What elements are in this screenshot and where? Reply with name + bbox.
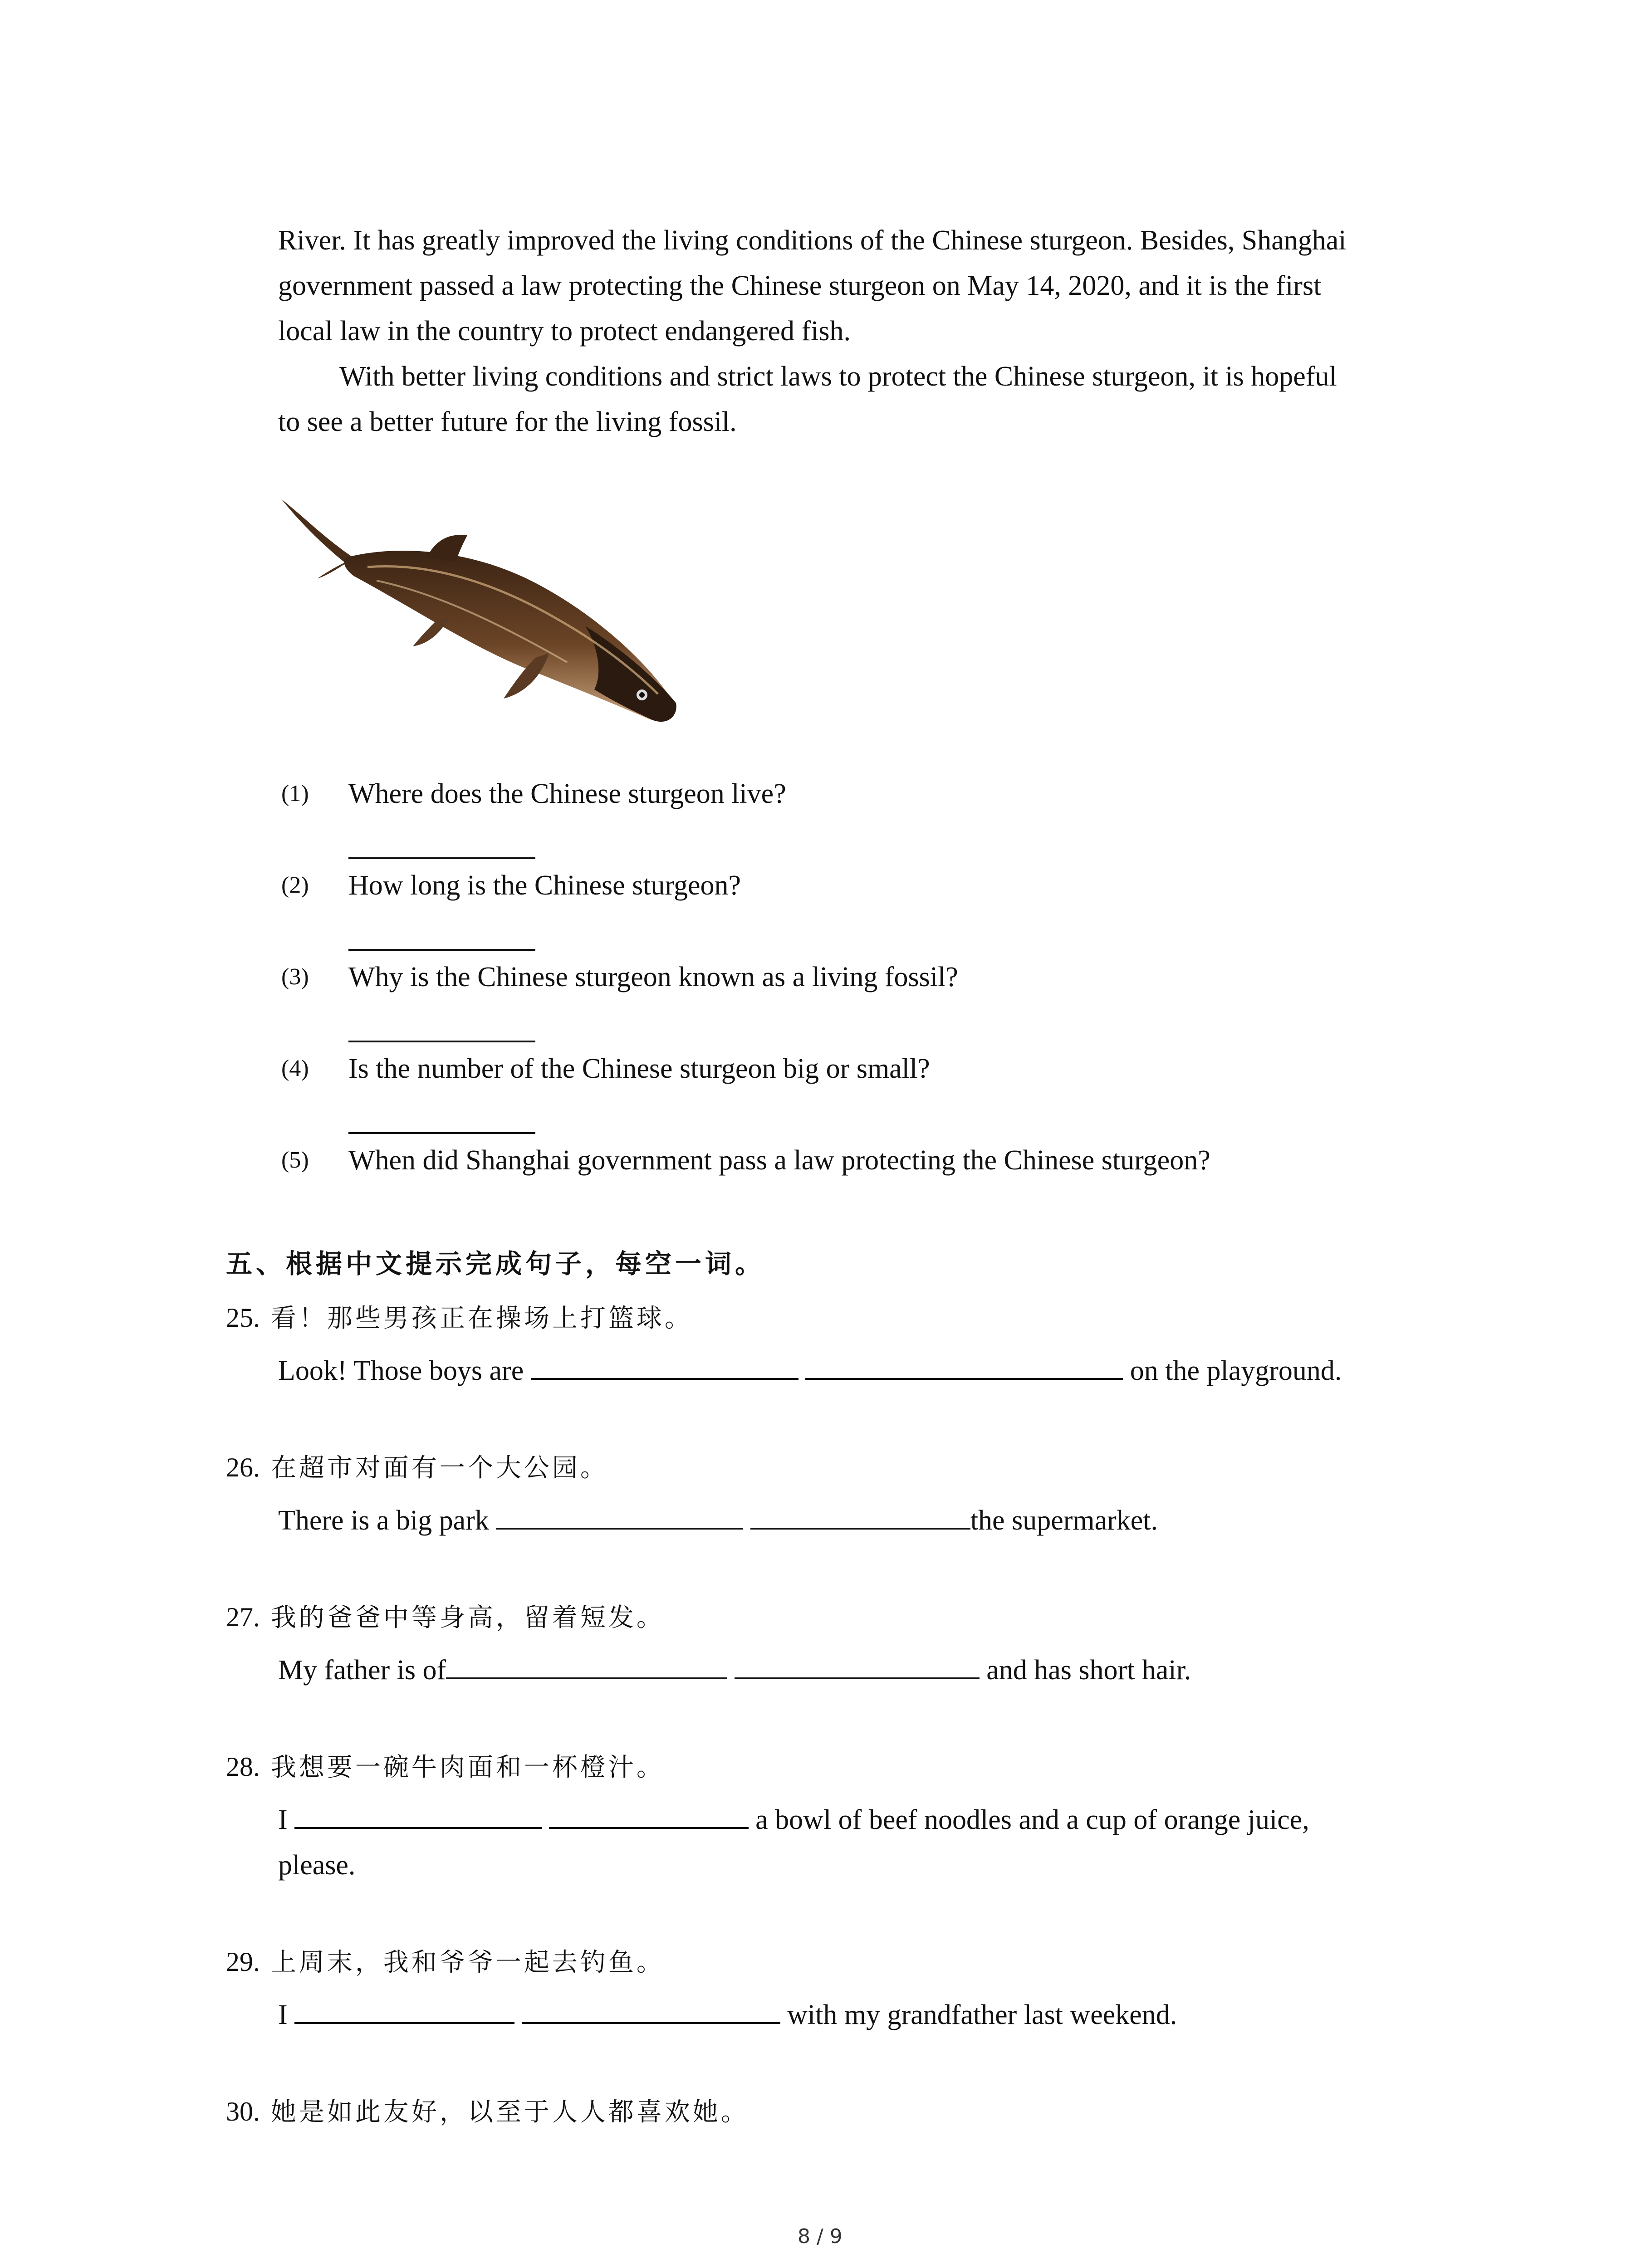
item-number: 30. bbox=[226, 2097, 260, 2126]
item-29-prompt bbox=[226, 1939, 665, 1985]
sentence-start: I bbox=[278, 1999, 288, 2030]
answer-line[interactable] bbox=[348, 1132, 535, 1134]
question-number: (2) bbox=[281, 872, 309, 898]
chinese-sturgeon-image bbox=[277, 490, 708, 735]
question-number: (3) bbox=[281, 964, 309, 990]
blank-2[interactable] bbox=[805, 1354, 1123, 1380]
item-chinese: 上周末，我和爷爷一起去钓鱼。 bbox=[270, 1948, 665, 1977]
item-chinese: 在超市对面有一个大公园。 bbox=[270, 1453, 608, 1483]
sentence-end: a bowl of beef noodles and a cup of orange juice, bbox=[755, 1804, 1309, 1835]
sentence-end: the supermarket. bbox=[970, 1505, 1158, 1536]
item-number: 25. bbox=[226, 1303, 260, 1333]
item-26-sentence bbox=[278, 1498, 1158, 1543]
item-27-sentence bbox=[278, 1647, 1191, 1693]
item-chinese: 我的爸爸中等身高，留着短发。 bbox=[270, 1603, 665, 1633]
item-number: 26. bbox=[226, 1452, 260, 1482]
item-27-prompt bbox=[226, 1594, 665, 1641]
item-28-prompt bbox=[226, 1744, 665, 1790]
sentence-end: on the playground. bbox=[1130, 1355, 1342, 1386]
question-text: Where does the Chinese sturgeon live? bbox=[348, 778, 786, 809]
blank-1[interactable] bbox=[294, 1998, 514, 2024]
question-text: Is the number of the Chinese sturgeon big or small? bbox=[348, 1053, 930, 1084]
blank-2[interactable] bbox=[750, 1503, 970, 1530]
item-28-continuation: please. bbox=[278, 1850, 356, 1881]
section-heading: 五、根据中文提示完成句子，每空一词。 bbox=[226, 1248, 765, 1279]
item-29-sentence bbox=[278, 1992, 1177, 2038]
blank-1[interactable] bbox=[531, 1354, 798, 1380]
blank-2[interactable] bbox=[549, 1803, 749, 1829]
question-number: (1) bbox=[281, 781, 309, 807]
item-25-sentence bbox=[278, 1348, 1342, 1393]
question-number: (4) bbox=[281, 1056, 309, 1081]
passage-line-5: to see a better future for the living fossil. bbox=[278, 406, 737, 437]
question-text: When did Shanghai government pass a law protecting the Chinese sturgeon? bbox=[348, 1145, 1210, 1176]
item-chinese: 看！那些男孩正在操场上打篮球。 bbox=[270, 1304, 693, 1333]
blank-1[interactable] bbox=[294, 1803, 542, 1829]
item-number: 29. bbox=[226, 1947, 260, 1977]
item-30-prompt bbox=[226, 2089, 749, 2135]
question-number: (5) bbox=[281, 1147, 309, 1173]
item-chinese: 她是如此友好，以至于人人都喜欢她。 bbox=[270, 2097, 749, 2127]
sentence-end: with my grandfather last weekend. bbox=[787, 1999, 1177, 2030]
blank-2[interactable] bbox=[735, 1653, 980, 1679]
item-number: 27. bbox=[226, 1602, 260, 1632]
item-28-sentence bbox=[278, 1797, 1309, 1843]
item-chinese: 我想要一碗牛肉面和一杯橙汁。 bbox=[270, 1753, 665, 1782]
item-number: 28. bbox=[226, 1752, 260, 1782]
page-number: 8 / 9 bbox=[798, 2225, 843, 2248]
passage-line-4: With better living conditions and strict laws to protect the Chinese sturgeon, it is hopeful bbox=[339, 361, 1337, 392]
question-text: Why is the Chinese sturgeon known as a living fossil? bbox=[348, 962, 958, 992]
passage-line-3: local law in the country to protect endangered fish. bbox=[278, 316, 851, 347]
blank-1[interactable] bbox=[496, 1503, 743, 1530]
sentence-start: I bbox=[278, 1804, 288, 1835]
question-text: How long is the Chinese sturgeon? bbox=[348, 870, 741, 901]
item-26-prompt bbox=[226, 1445, 608, 1491]
answer-line[interactable] bbox=[348, 949, 535, 951]
passage-line-2: government passed a law protecting the Chinese sturgeon on May 14, 2020, and it is the first bbox=[278, 270, 1322, 301]
sentence-start: There is a big park bbox=[278, 1505, 489, 1536]
sentence-start: Look! Those boys are bbox=[278, 1355, 524, 1386]
answer-line[interactable] bbox=[348, 1041, 535, 1042]
passage-line-1: River. It has greatly improved the living conditions of the Chinese sturgeon. Besides, Shanghai bbox=[278, 225, 1347, 256]
item-25-prompt bbox=[226, 1295, 693, 1341]
answer-line[interactable] bbox=[348, 857, 535, 859]
blank-1[interactable] bbox=[446, 1653, 727, 1679]
blank-2[interactable] bbox=[522, 1998, 780, 2024]
sentence-end: and has short hair. bbox=[986, 1655, 1191, 1686]
sentence-start: My father is of bbox=[278, 1655, 446, 1686]
